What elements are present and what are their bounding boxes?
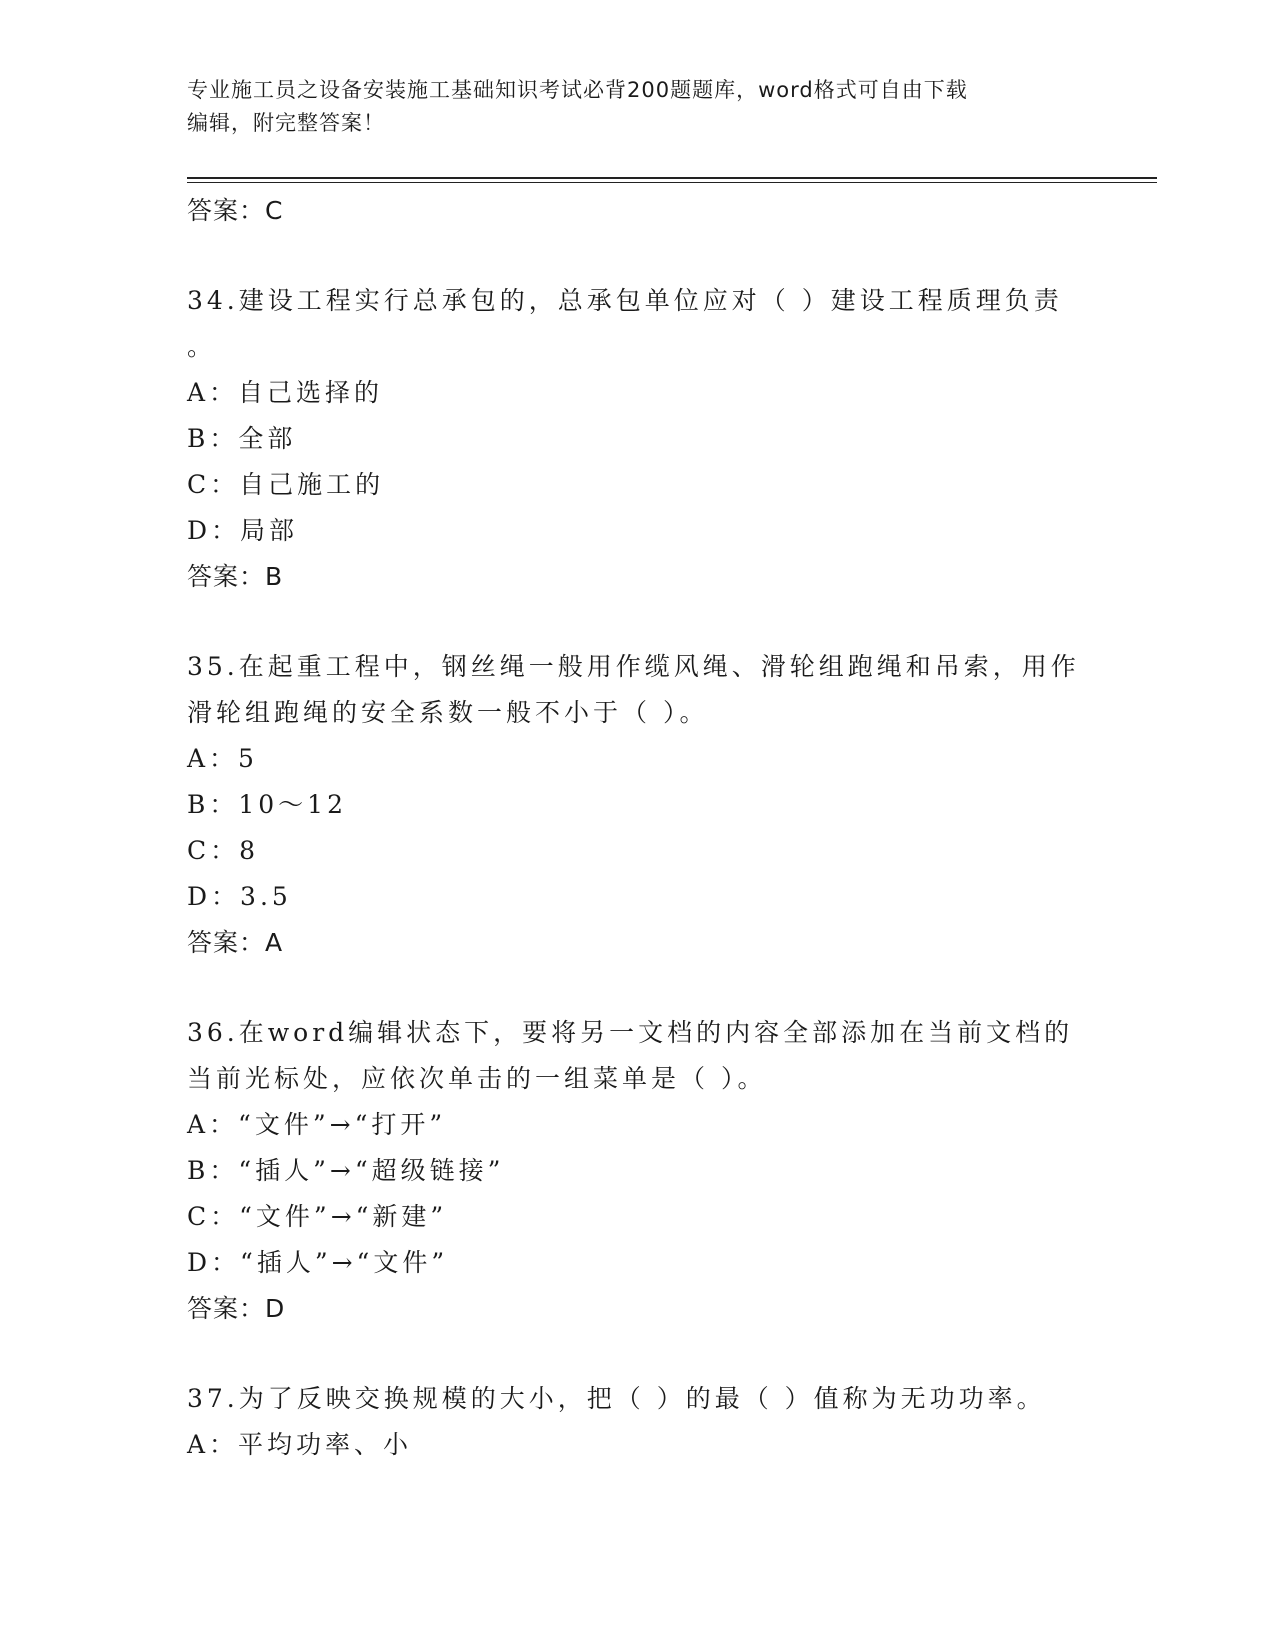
option-d: D：“插人”→“文件” bbox=[187, 1248, 449, 1277]
stem-line: 37.为了反映交换规模的大小，把（ ）的最（ ）值称为无功功率。 bbox=[187, 1384, 1046, 1413]
stem-line: 35.在起重工程中，钢丝绳一般用作缆风绳、滑轮组跑绳和吊索，用作 bbox=[187, 652, 1080, 681]
option-b: B：10～12 bbox=[187, 790, 347, 819]
stem-line: 。 bbox=[187, 332, 217, 361]
stem-line: 36.在word编辑状态下，要将另一文档的内容全部添加在当前文档的 bbox=[187, 1018, 1074, 1047]
option-d: D：3.5 bbox=[187, 882, 292, 911]
header-line-1: 专业施工员之设备安装施工基础知识考试必背200题题库，word格式可自由下载 bbox=[187, 78, 968, 102]
answer-label: 答案：D bbox=[187, 1294, 286, 1323]
header-rule-thick bbox=[187, 177, 1157, 179]
stem-line: 滑轮组跑绳的安全系数一般不小于（ ）。 bbox=[187, 698, 709, 727]
answer-label: 答案：A bbox=[187, 928, 284, 957]
question-list bbox=[187, 188, 1087, 1468]
question-stem-35 bbox=[187, 644, 1087, 736]
answer-label: 答案：B bbox=[187, 562, 284, 591]
option-b: B：“插人”→“超级链接” bbox=[187, 1156, 505, 1185]
option-a: A：平均功率、小 bbox=[187, 1430, 413, 1459]
option-c: C：“文件”→“新建” bbox=[187, 1202, 448, 1231]
option-c: C：自己施工的 bbox=[187, 470, 385, 499]
question-stem-34 bbox=[187, 278, 1087, 370]
header-rule-thin bbox=[187, 182, 1157, 183]
option-a: A：自己选择的 bbox=[187, 378, 384, 407]
option-b: B：全部 bbox=[187, 424, 297, 453]
stem-line: 当前光标处，应依次单击的一组菜单是（ ）。 bbox=[187, 1064, 767, 1093]
answer-label: 答案：C bbox=[187, 196, 284, 225]
option-d: D：局部 bbox=[187, 516, 299, 545]
question-stem-37 bbox=[187, 1376, 1087, 1422]
document-header bbox=[187, 74, 1067, 140]
header-line-2: 编辑，附完整答案！ bbox=[187, 111, 385, 135]
stem-line: 34.建设工程实行总承包的，总承包单位应对（ ）建设工程质理负责 bbox=[187, 286, 1063, 315]
question-stem-36 bbox=[187, 1010, 1087, 1102]
option-a: A：5 bbox=[187, 744, 258, 773]
option-a: A：“文件”→“打开” bbox=[187, 1110, 447, 1139]
option-c: C：8 bbox=[187, 836, 260, 865]
